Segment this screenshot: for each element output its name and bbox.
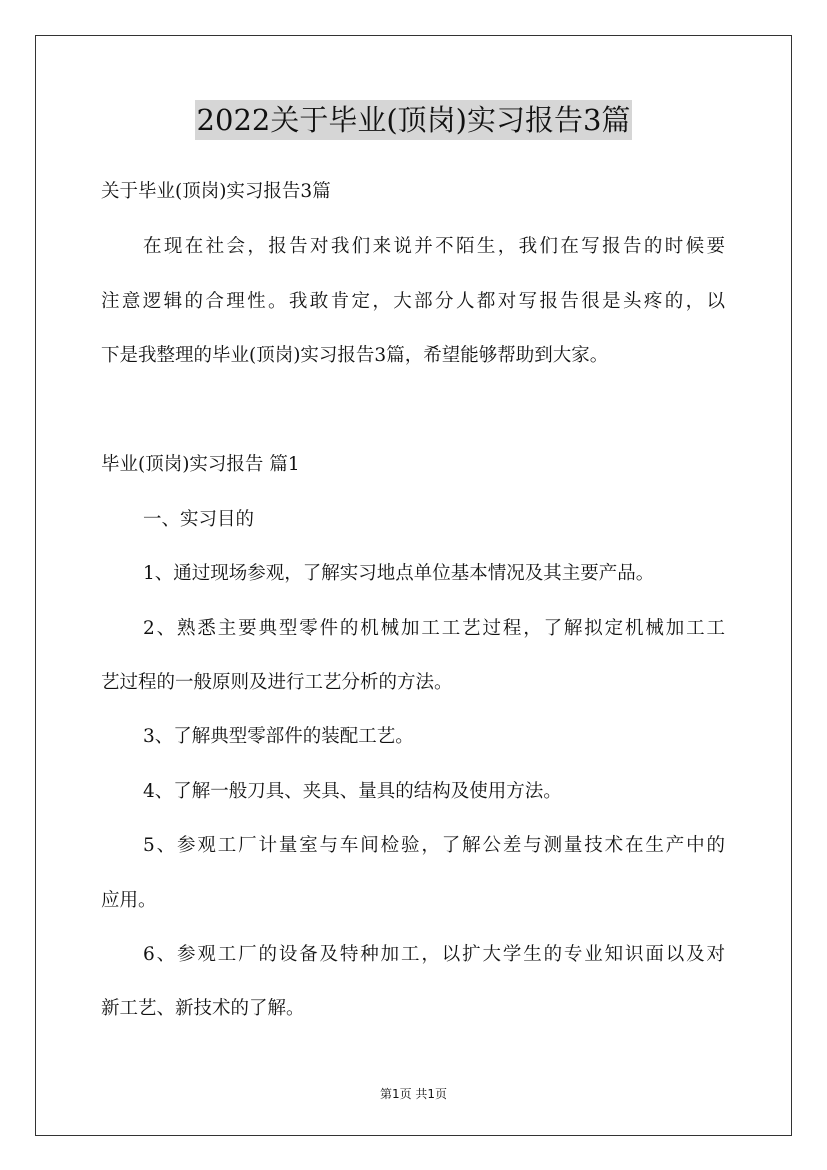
- intro-line-1: 在现在社会，报告对我们来说并不陌生，我们在写报告的时候要: [143, 236, 725, 257]
- list-item-2-line-2: 艺过程的一般原则及进行工艺分析的方法。: [101, 672, 453, 693]
- list-item-2-line-1: 2、熟悉主要典型零件的机械加工工艺过程，了解拟定机械加工工: [143, 618, 725, 639]
- list-item-1-line-1: 1、通过现场参观，了解实习地点单位基本情况及其主要产品。: [143, 563, 655, 584]
- section-heading: 毕业(顶岗)实习报告 篇1: [101, 454, 300, 475]
- list-item-6-line-2: 新工艺、新技术的了解。: [101, 998, 305, 1019]
- title-container: [0, 100, 827, 140]
- list-item-6-line-1: 6、参观工厂的设备及特种加工，以扩大学生的专业知识面以及对: [143, 944, 725, 965]
- subsection-heading: 一、实习目的: [143, 509, 255, 530]
- list-item-5-line-1: 5、参观工厂计量室与车间检验，了解公差与测量技术在生产中的: [143, 835, 725, 856]
- intro-line-2: 注意逻辑的合理性。我敢肯定，大部分人都对写报告很是头疼的，以: [101, 291, 725, 312]
- list-item-3-line-1: 3、了解典型零部件的装配工艺。: [143, 726, 414, 747]
- list-item-5-line-2: 应用。: [101, 890, 157, 911]
- document-subtitle: 关于毕业(顶岗)实习报告3篇: [101, 181, 331, 202]
- page-number-footer: 第1页 共1页: [379, 1087, 448, 1101]
- list-item-4-line-1: 4、了解一般刀具、夹具、量具的结构及使用方法。: [143, 781, 562, 802]
- intro-line-3: 下是我整理的毕业(顶岗)实习报告3篇，希望能够帮助到大家。: [101, 345, 609, 366]
- document-title: 2022关于毕业(顶岗)实习报告3篇: [195, 100, 633, 140]
